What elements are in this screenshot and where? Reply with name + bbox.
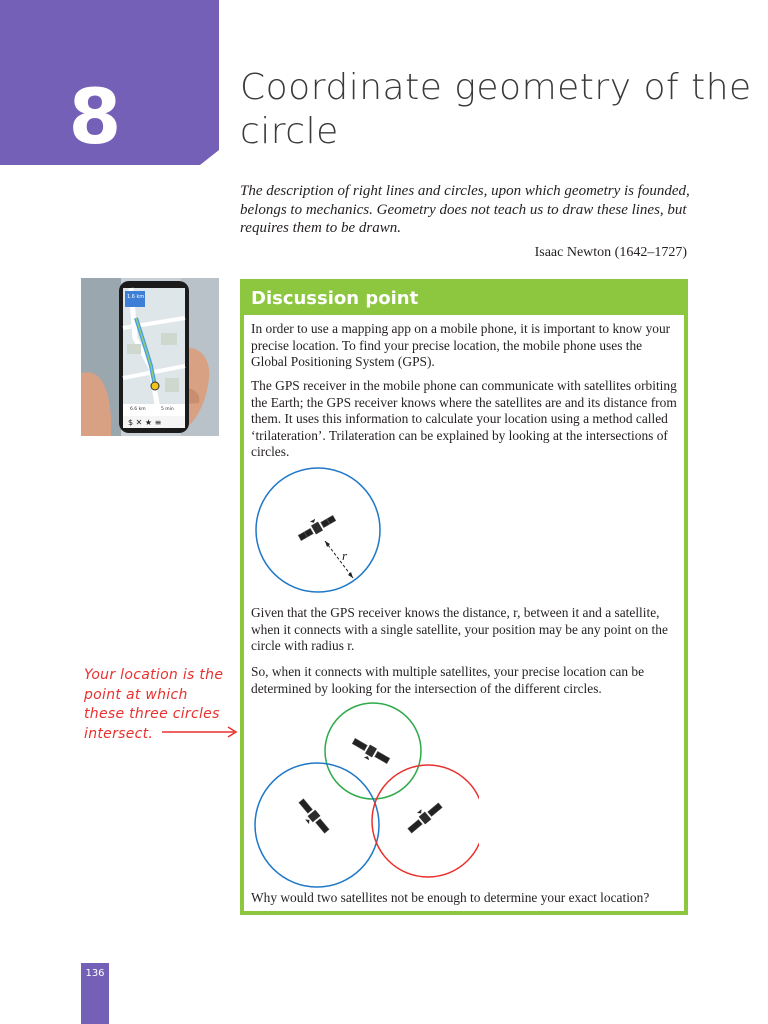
chapter-title-line1: Coordinate geometry of the (240, 67, 752, 108)
phone-trip-time: 5 min (161, 407, 174, 412)
phone-toolbar-icons: $ ✕ ★ ≡ (128, 418, 162, 427)
paragraph-gps-receiver: The GPS receiver in the mobile phone can communicate with satellites orbiting the Earth; the GPS receiver knows where the satellites are and its distance from them. It uses this information to calculate your location using a method called ‘trilateration’. Trilateration can be explained by looking at the intersections of circles. (251, 378, 677, 459)
satellite-icon (294, 797, 330, 837)
discussion-header (244, 283, 684, 315)
phone-map-photo (81, 278, 219, 436)
satellite-icon (404, 798, 444, 834)
radius-label: r (342, 548, 348, 563)
epigraph-quote: The description of right lines and circles, upon which geometry is founded, belongs to mechanics. Geometry does not teach us to draw these lines, but requires them to be drawn. (240, 183, 690, 236)
margin-note: Your location is the point at which these three circles intersect. (84, 667, 224, 742)
phone-nav-distance: 1.6 km (127, 294, 145, 300)
page-number: 136 (85, 968, 105, 979)
discussion-question: Why would two satellites not be enough to determine your exact location? (251, 890, 650, 905)
single-satellite-circle-diagram (249, 463, 389, 598)
chapter-title-line2: circle (240, 111, 339, 152)
epigraph-author: Isaac Newton (1642–1727) (534, 245, 687, 260)
phone-trip-distance: 6.6 km (130, 407, 146, 412)
discussion-point-box (240, 279, 688, 915)
page-number-tab (81, 963, 109, 1024)
paragraph-mapping-app: In order to use a mapping app on a mobile phone, it is important to know your precise location. To find your precise location, the mobile phone uses the Global Positioning System (GPS). (251, 321, 671, 369)
satellite-icon (349, 737, 391, 769)
margin-note-arrow (160, 722, 240, 740)
three-satellite-circles-diagram (249, 701, 479, 891)
discussion-title: Discussion point (251, 288, 419, 309)
paragraph-single-satellite: Given that the GPS receiver knows the distance, r, between it and a satellite, when it connects with a single satellite, your position may be any point on the circle with radius r. (251, 605, 668, 653)
radius-line (325, 541, 353, 578)
satellite-icon (295, 510, 337, 542)
chapter-number: 8 (68, 72, 122, 161)
blue-satellite-circle (255, 763, 379, 887)
paragraph-multiple-satellites: So, when it connects with multiple satellites, your precise location can be determined by looking for the intersection of the different circles. (251, 664, 645, 696)
chapter-title (240, 66, 752, 154)
